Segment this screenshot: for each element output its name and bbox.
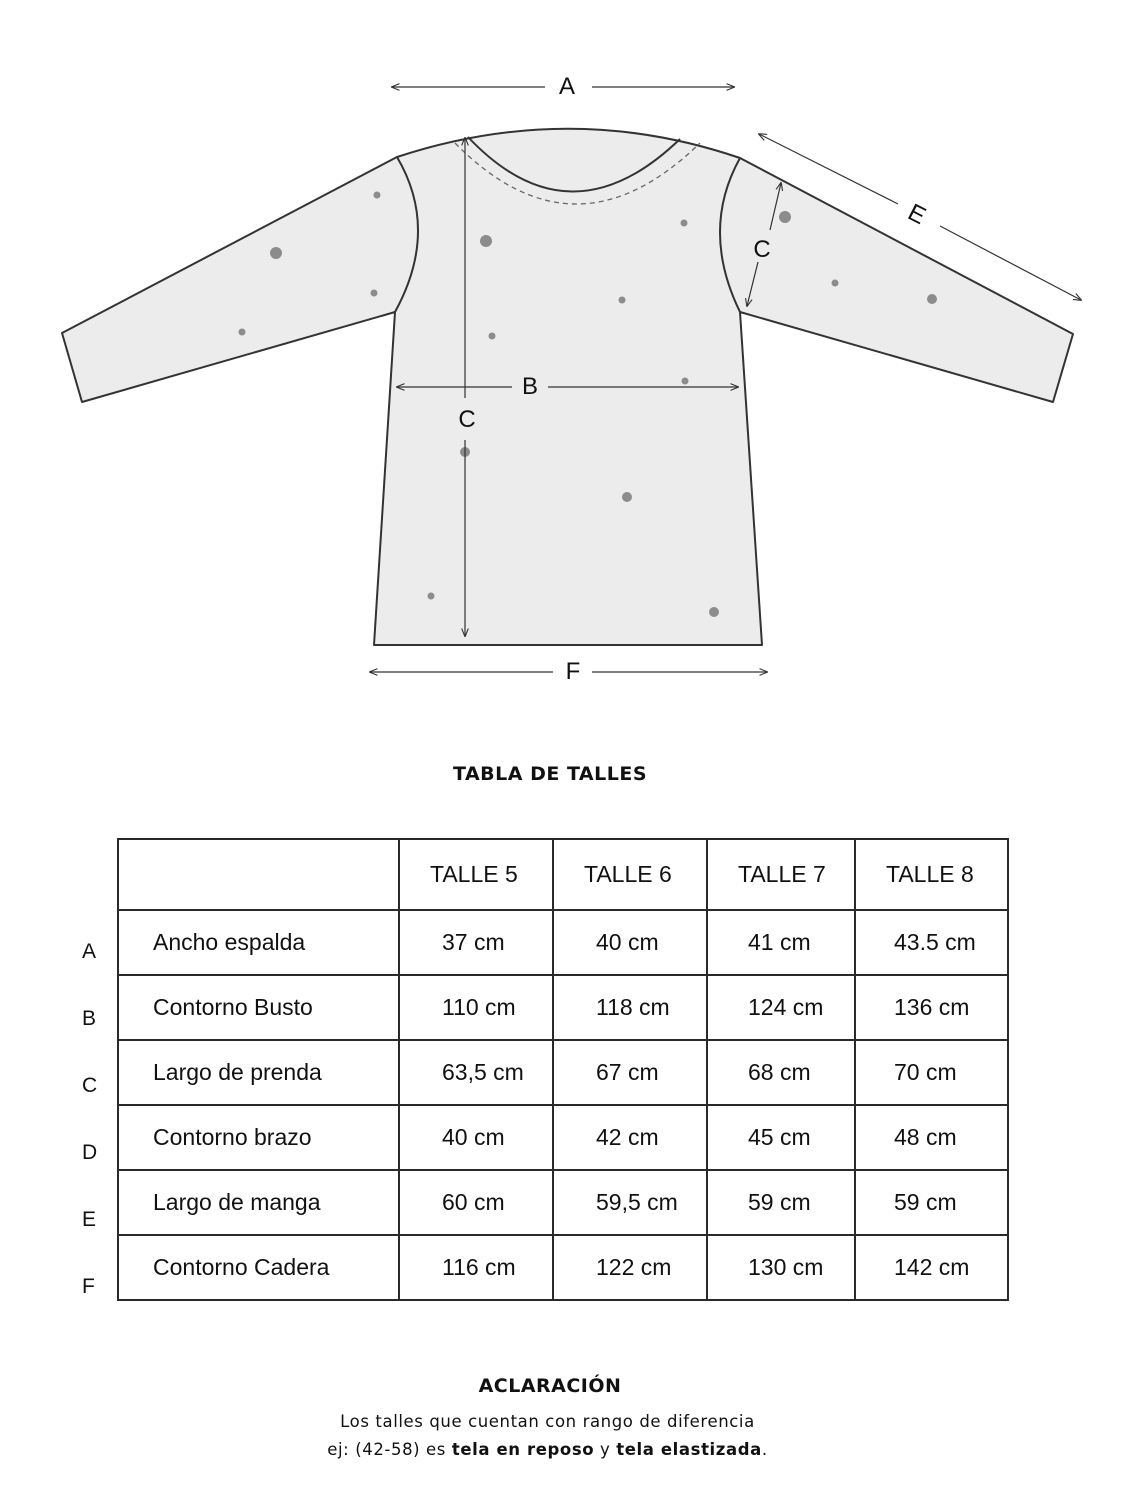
table-row xyxy=(118,1105,1008,1170)
value-cell: 40 cm xyxy=(399,1105,553,1170)
measure-name: Largo de prenda xyxy=(118,1040,399,1105)
header-cell: TALLE 5 xyxy=(399,839,553,910)
row-letter: D xyxy=(82,1141,98,1164)
label-c: C xyxy=(458,406,476,433)
value-cell: 59 cm xyxy=(855,1170,1008,1235)
value-cell: 59 cm xyxy=(707,1170,855,1235)
value-cell: 37 cm xyxy=(399,910,553,975)
table-row xyxy=(118,975,1008,1040)
label-f: F xyxy=(565,658,581,685)
value-cell: 42 cm xyxy=(553,1105,707,1170)
note-bold-elastizada: tela elastizada xyxy=(616,1440,762,1459)
value-cell: 60 cm xyxy=(399,1170,553,1235)
value-cell: 136 cm xyxy=(855,975,1008,1040)
value-cell: 59,5 cm xyxy=(553,1170,707,1235)
header-cell xyxy=(118,839,399,910)
table-row xyxy=(118,1235,1008,1300)
label-c-sleeve: C xyxy=(753,236,771,263)
row-letter: C xyxy=(82,1074,98,1097)
value-cell: 68 cm xyxy=(707,1040,855,1105)
measure-name: Largo de manga xyxy=(118,1170,399,1235)
note-bold-reposo: tela en reposo xyxy=(451,1440,595,1459)
header-cell: TALLE 6 xyxy=(553,839,707,910)
note-text xyxy=(0,1408,1095,1464)
note-suffix: . xyxy=(761,1440,768,1459)
value-cell: 43.5 cm xyxy=(855,910,1008,975)
row-letters xyxy=(82,909,102,1311)
measure-name: Contorno brazo xyxy=(118,1105,399,1170)
header-cell: TALLE 7 xyxy=(707,839,855,910)
measure-name: Ancho espalda xyxy=(118,910,399,975)
label-a: A xyxy=(558,73,576,100)
note-line-2 xyxy=(0,1436,1095,1464)
value-cell: 41 cm xyxy=(707,910,855,975)
measure-name: Contorno Cadera xyxy=(118,1235,399,1300)
note-title: ACLARACIÓN xyxy=(478,1375,622,1397)
value-cell: 67 cm xyxy=(553,1040,707,1105)
measure-name: Contorno Busto xyxy=(118,975,399,1040)
value-cell: 122 cm xyxy=(553,1235,707,1300)
table-row xyxy=(118,910,1008,975)
value-cell: 130 cm xyxy=(707,1235,855,1300)
value-cell: 40 cm xyxy=(553,910,707,975)
size-table-title: TABLA DE TALLES xyxy=(452,763,648,785)
header-cell: TALLE 8 xyxy=(855,839,1008,910)
value-cell: 70 cm xyxy=(855,1040,1008,1105)
table-row xyxy=(118,1040,1008,1105)
value-cell: 116 cm xyxy=(399,1235,553,1300)
note-line-1: Los talles que cuentan con rango de diferencia xyxy=(340,1412,755,1431)
label-b: B xyxy=(521,373,539,400)
note-middle: y xyxy=(594,1440,617,1459)
row-letter: A xyxy=(82,940,97,963)
row-letter: B xyxy=(82,1007,97,1030)
row-letter: F xyxy=(82,1275,95,1298)
value-cell: 142 cm xyxy=(855,1235,1008,1300)
label-e: E xyxy=(903,198,931,231)
size-table xyxy=(117,838,1009,1301)
value-cell: 48 cm xyxy=(855,1105,1008,1170)
note-prefix: ej: (42-58) es xyxy=(327,1440,452,1459)
value-cell: 124 cm xyxy=(707,975,855,1040)
value-cell: 110 cm xyxy=(399,975,553,1040)
row-letter: E xyxy=(82,1208,97,1231)
table-row xyxy=(118,1170,1008,1235)
value-cell: 118 cm xyxy=(553,975,707,1040)
value-cell: 63,5 cm xyxy=(399,1040,553,1105)
garment-diagram xyxy=(0,0,1127,700)
value-cell: 45 cm xyxy=(707,1105,855,1170)
table-header-row xyxy=(118,839,1008,910)
